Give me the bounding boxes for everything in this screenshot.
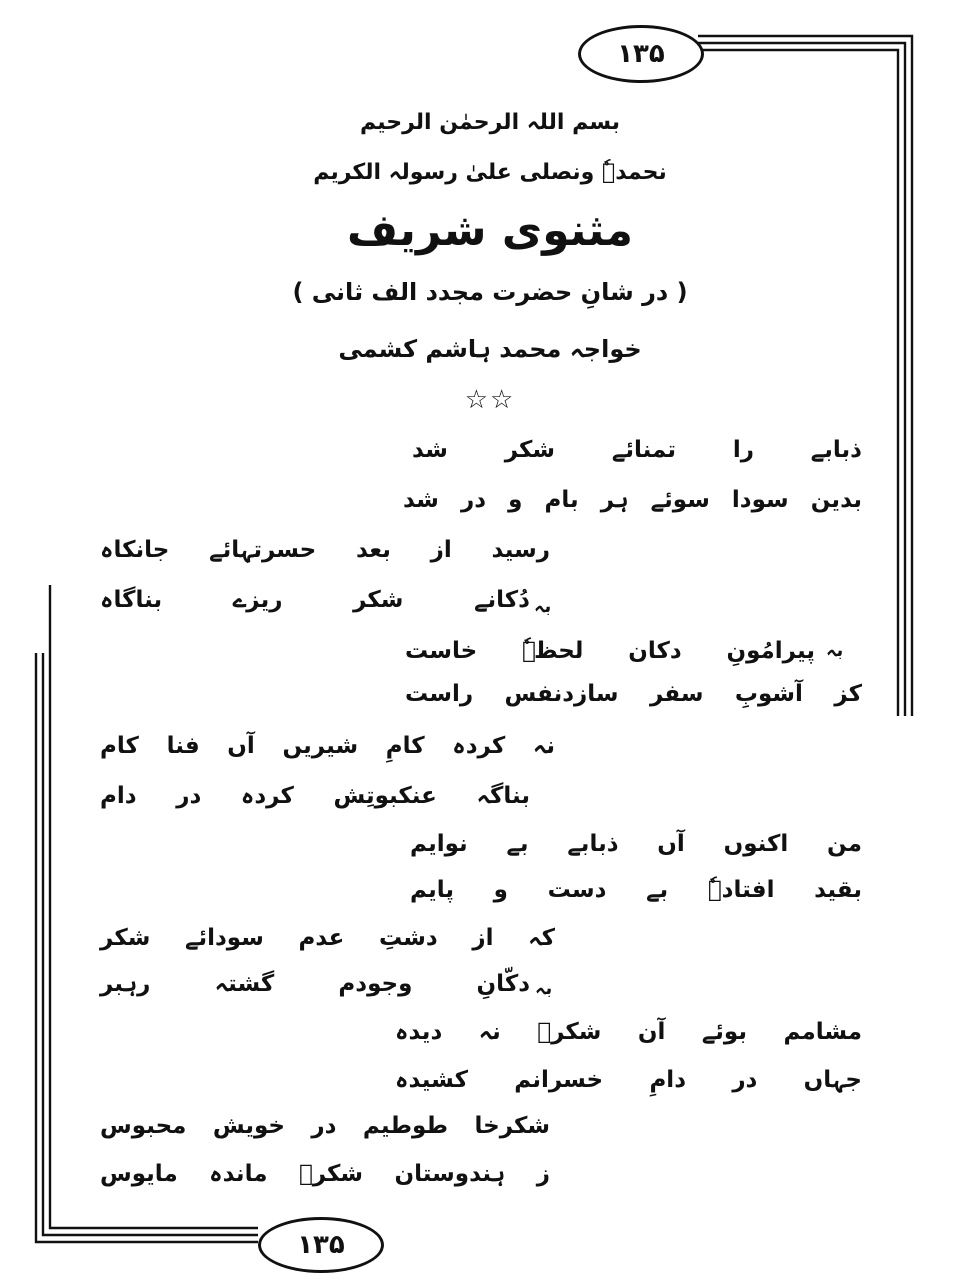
verse-line-14 bbox=[395, 1062, 862, 1098]
verse-line-6 bbox=[405, 676, 862, 712]
verse-line-10 bbox=[410, 872, 862, 908]
verse-word: بقید bbox=[814, 877, 862, 903]
verse-line-9 bbox=[410, 826, 862, 862]
verse-word: تمنائے bbox=[611, 437, 677, 463]
verse-word: کامِ bbox=[385, 733, 425, 759]
poem-title: مثنوی شریف bbox=[347, 205, 633, 256]
verse-word: از bbox=[472, 925, 494, 951]
verse-word: سودا bbox=[731, 487, 789, 513]
bismillah-heading: بسم اللہ الرحمٰن الرحیم bbox=[359, 110, 620, 135]
verse-word: شکرؔ bbox=[298, 1161, 364, 1187]
verse-word: شکر bbox=[100, 925, 151, 951]
verse-prefix-mark: بہ bbox=[826, 640, 844, 661]
verse-line-1 bbox=[412, 432, 862, 468]
verse-word: ماندہ bbox=[209, 1161, 268, 1187]
verse-word: دُکانے bbox=[474, 587, 530, 613]
verse-word: بوئے bbox=[701, 1019, 747, 1045]
verse-line-16 bbox=[100, 1156, 550, 1192]
verse-word: دیدہ bbox=[395, 1019, 443, 1045]
verse-word: شکرخا bbox=[474, 1113, 550, 1139]
verse-line-11 bbox=[100, 920, 555, 956]
verse-word: کام bbox=[100, 733, 139, 759]
verse-word: سودائے bbox=[184, 925, 264, 951]
verse-prefix-mark: بہ bbox=[535, 978, 553, 999]
verse-word: بناگہ bbox=[476, 783, 530, 809]
verse-word: طوطیم bbox=[362, 1113, 449, 1139]
verse-line-2 bbox=[403, 482, 862, 518]
verse-word: و bbox=[508, 487, 523, 513]
verse-word: آشوبِ bbox=[734, 681, 803, 707]
verse-word: آن bbox=[637, 1019, 666, 1045]
verse-word: مشامم bbox=[783, 1019, 862, 1045]
verse-word: پیرامُونِ bbox=[726, 638, 815, 664]
verse-word: حسرتہائے bbox=[209, 537, 317, 563]
verse-word: ذبابے bbox=[810, 437, 862, 463]
verse-word: شکر bbox=[353, 587, 404, 613]
verse-word: در bbox=[732, 1067, 758, 1093]
verse-word: آں bbox=[227, 733, 255, 759]
page-number-bottom: ۱۳۵ bbox=[258, 1217, 384, 1273]
verse-word: در bbox=[176, 783, 202, 809]
verse-word: دکان bbox=[628, 638, 682, 664]
verse-word: پایم bbox=[410, 877, 454, 903]
verse-word: خاست bbox=[405, 638, 478, 664]
verse-word: ہندوستان bbox=[394, 1161, 506, 1187]
page-number-top: ۱۳۵ bbox=[578, 25, 704, 83]
verse-word: سفر bbox=[649, 681, 704, 707]
verse-word: جانکاہ bbox=[100, 537, 170, 563]
verse-word: بناگاہ bbox=[100, 587, 163, 613]
verse-word: رسید bbox=[491, 537, 550, 563]
verse-word: نہ bbox=[478, 1019, 501, 1045]
verse-word: ہر bbox=[600, 487, 629, 513]
verse-word: شیریں bbox=[282, 733, 359, 759]
verse-word: کشیدہ bbox=[395, 1067, 468, 1093]
verse-word: گشتہ bbox=[214, 971, 275, 997]
verse-line-13 bbox=[395, 1014, 862, 1050]
verse-word: عدم bbox=[298, 925, 345, 951]
verse-word: و bbox=[493, 877, 508, 903]
verse-word: اکنوں bbox=[723, 831, 789, 857]
verse-word: خسرانم bbox=[514, 1067, 604, 1093]
verse-word: افتادہٗ bbox=[707, 877, 775, 903]
verse-word: از bbox=[430, 537, 452, 563]
verse-word: وجودم bbox=[338, 971, 413, 997]
verse-word: عنکبوتِش bbox=[333, 783, 437, 809]
verse-word: بے bbox=[506, 831, 529, 857]
verse-word: کہ bbox=[528, 925, 555, 951]
verse-word: شکرؔ bbox=[537, 1019, 602, 1045]
verse-word: مایوس bbox=[100, 1161, 178, 1187]
verse-word: بام bbox=[544, 487, 579, 513]
verse-word: ز bbox=[536, 1161, 550, 1187]
verse-word: محبوس bbox=[100, 1113, 187, 1139]
verse-word: کردہ bbox=[240, 783, 294, 809]
verse-word: دامِ bbox=[649, 1067, 686, 1093]
verse-word: بعد bbox=[355, 537, 391, 563]
verse-word: در bbox=[461, 487, 487, 513]
verse-line-12 bbox=[100, 966, 530, 1002]
verse-line-5 bbox=[405, 633, 815, 669]
verse-word: سوئے bbox=[650, 487, 710, 513]
verse-word: دست bbox=[547, 877, 607, 903]
verse-word: من bbox=[827, 831, 862, 857]
verse-word: در bbox=[311, 1113, 337, 1139]
star-ornament: ☆☆ bbox=[464, 385, 516, 415]
verse-word: شد bbox=[412, 437, 448, 463]
verse-word: ریزے bbox=[232, 587, 283, 613]
verse-word: را bbox=[732, 437, 754, 463]
verse-word: شد bbox=[403, 487, 439, 513]
verse-word: سازدنفس bbox=[504, 681, 619, 707]
praise-heading: نحمدہٗ ونصلی علیٰ رسولہ الکریم bbox=[313, 160, 667, 185]
verse-word: بدین bbox=[810, 487, 862, 513]
verse-prefix-mark: بہ bbox=[534, 596, 552, 617]
verse-word: دشتِ bbox=[378, 925, 438, 951]
verse-word: کردہ bbox=[452, 733, 506, 759]
poem-subtitle: ( در شانِ حضرت مجدد الف ثانی ) bbox=[292, 278, 688, 306]
verse-word: دام bbox=[100, 783, 137, 809]
verse-line-15 bbox=[100, 1108, 550, 1144]
verse-line-4 bbox=[100, 582, 530, 618]
verse-line-8 bbox=[100, 778, 530, 814]
author-name: خواجہ محمد ہاشم کشمی bbox=[338, 335, 642, 363]
verse-word: لحظہٗ bbox=[522, 638, 584, 664]
verse-word: جہاں bbox=[803, 1067, 862, 1093]
verse-line-7 bbox=[100, 728, 555, 764]
verse-word: نہ bbox=[532, 733, 555, 759]
verse-word: شکر bbox=[504, 437, 556, 463]
verse-word: دکّانِ bbox=[476, 971, 530, 997]
verse-word: بے bbox=[646, 877, 669, 903]
verse-word: ذبابے bbox=[567, 831, 619, 857]
verse-line-3 bbox=[100, 532, 550, 568]
verse-word: کز bbox=[834, 681, 862, 707]
verse-word: خویش bbox=[212, 1113, 285, 1139]
verse-word: نوایم bbox=[410, 831, 468, 857]
verse-word: رہبر bbox=[100, 971, 151, 997]
verse-word: راست bbox=[405, 681, 474, 707]
verse-word: آں bbox=[657, 831, 685, 857]
verse-word: فنا bbox=[166, 733, 200, 759]
